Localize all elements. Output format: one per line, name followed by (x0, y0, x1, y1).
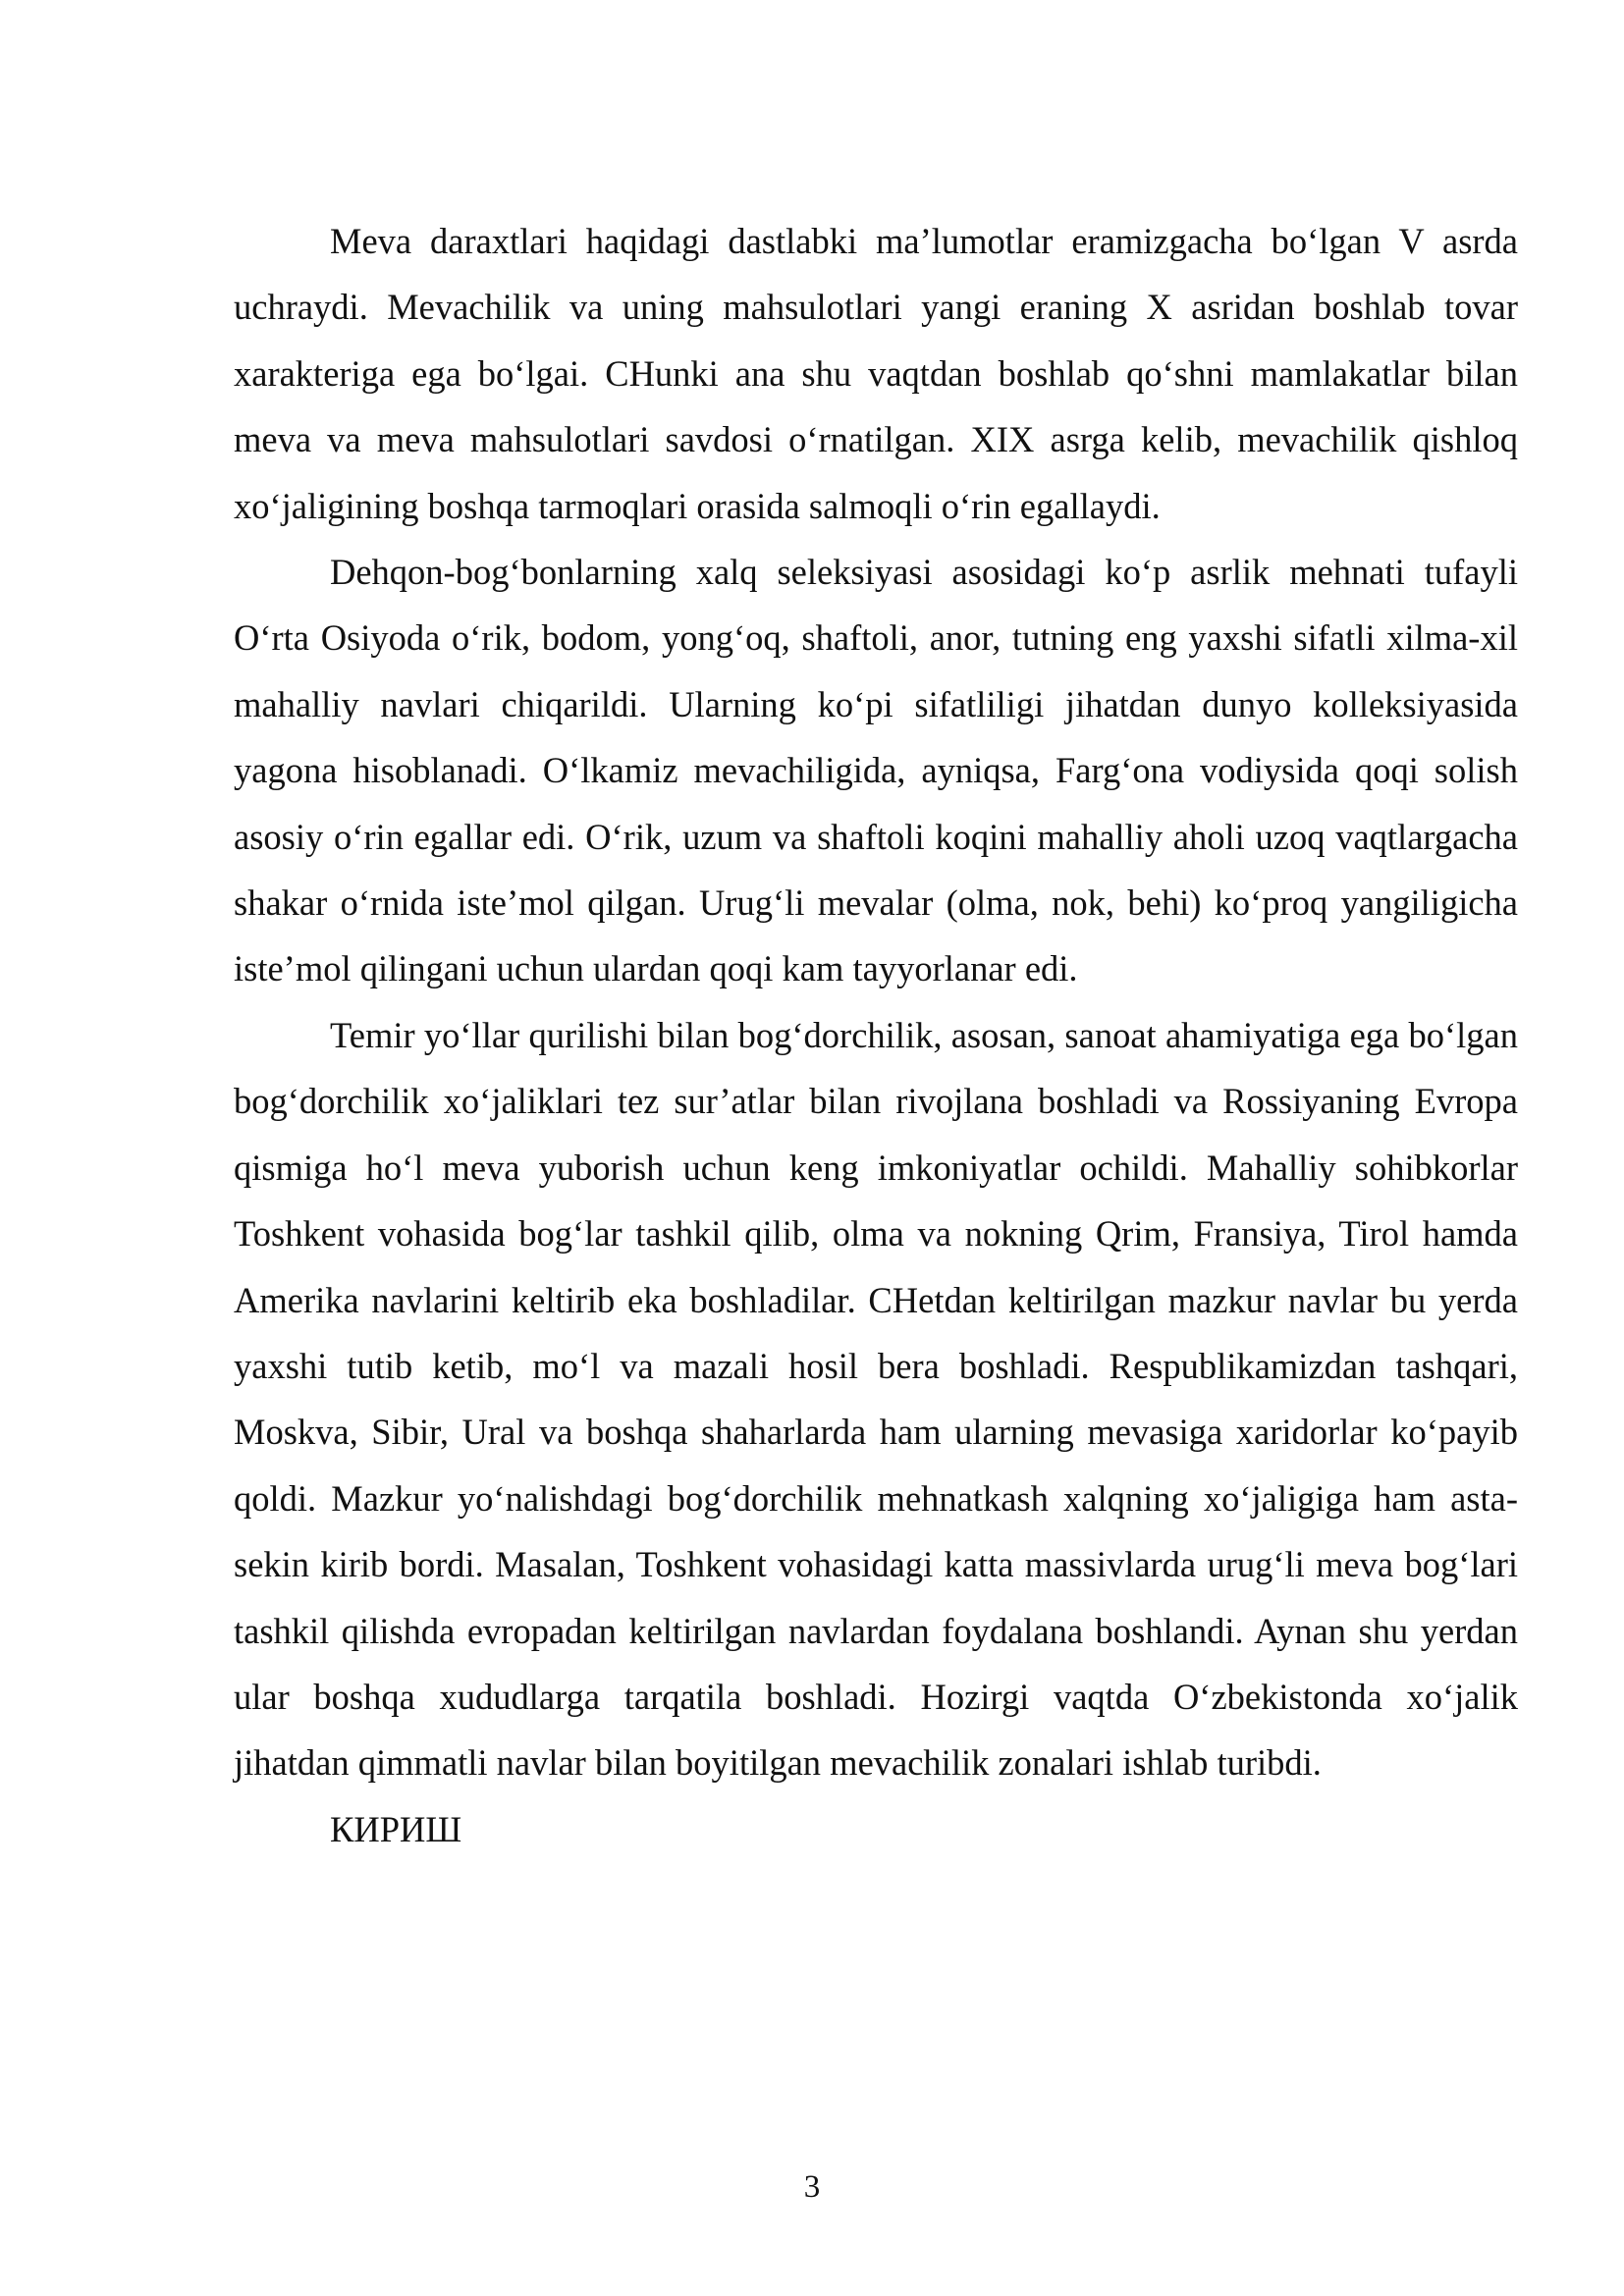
body-text (234, 208, 1518, 1862)
page-number: 3 (803, 2169, 821, 2205)
paragraph-2: Dehqon-bog‘bonlarning xalq seleksiyasi asosidagi ko‘p asrlik mehnati tufayli O‘rta Osiyoda o‘rik, bodom, yong‘oq, shaftoli, anor, tutning eng yaxshi sifatli xilma-xil mahalliy navlari chiqarildi. Ularning ko‘pi sifatliligi jihatdan dunyo kolleksiyasida yagona hisoblanadi. O‘lkamiz mevachiligida, ayniqsa, Farg‘ona vodiysida qoqi solish asosiy o‘rin egallar edi. O‘rik, uzum va shaftoli koqini mahalliy aholi uzoq vaqtlargacha shakar o‘rnida iste’mol qilgan. Urug‘li mevalar (olma, nok, behi) ko‘proq yangiligicha iste’mol qilingani uchun ulardan qoqi kam tayyorlanar edi. (234, 552, 1518, 989)
paragraph-1: Meva daraxtlari haqidagi dastlabki ma’lumotlar eramizgacha bo‘lgan V asrda uchraydi. Mevachilik va uning mahsulotlari yangi eraning X asridan boshlab tovar xarakteriga ega bo‘lgai. CHunki ana shu vaqtdan boshlab qo‘shni mamlakatlar bilan meva va meva mahsulotlari savdosi o‘rnatilgan. XIX asrga kelib, mevachilik qishloq xo‘jaligining boshqa tarmoqlari orasida salmoqli o‘rin egallaydi. (234, 221, 1518, 526)
paragraph-3: Temir yo‘llar qurilishi bilan bog‘dorchilik, asosan, sanoat ahamiyatiga ega bo‘lgan bog‘dorchilik xo‘jaliklari tez sur’atlar bilan rivojlana boshladi va Rossiyaning Evropa qismiga ho‘l meva yuborish uchun keng imkoniyatlar ochildi. Mahalliy sohibkorlar Toshkent vohasida bog‘lar tashkil qilib, olma va nokning Qrim, Fransiya, Tirol hamda Amerika navlarini keltirib eka boshladilar. CHetdan keltirilgan mazkur navlar bu yerda yaxshi tutib ketib, mo‘l va mazali hosil bera boshladi. Respublikamizdan tashqari, Moskva, Sibir, Ural va boshqa shaharlarda ham ularning mevasiga xaridorlar ko‘payib qoldi. Mazkur yo‘nalishdagi bog‘dorchilik mehnatkash xalqning xo‘jaligiga ham asta-sekin kirib bordi. Masalan, Toshkent vohasidagi katta massivlarda urug‘li meva bog‘lari tashkil qilishda evropadan keltirilgan navlardan foydalana boshlandi. Aynan shu yerdan ular boshqa xududlarga tarqatila boshladi. Hozirgi vaqtda O‘zbekistonda xo‘jalik jihatdan qimmatli navlar bilan boyitilgan mevachilik zonalari ishlab turibdi. (234, 1014, 1518, 1784)
section-heading: КИРИШ (330, 1808, 462, 1849)
